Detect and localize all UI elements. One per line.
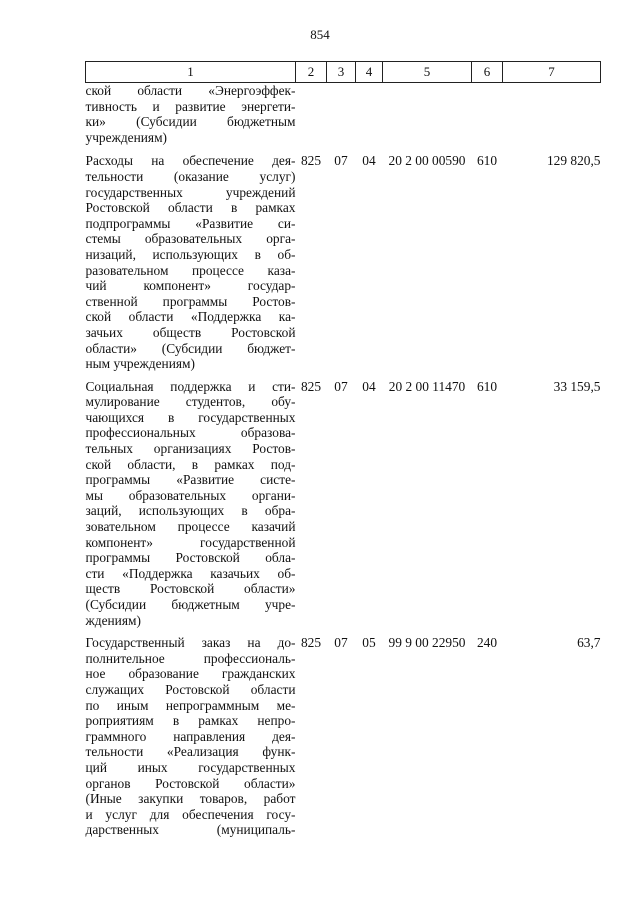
column-header-6: 6 <box>472 62 503 83</box>
description-line: чающихся в государственных <box>85 409 296 425</box>
expense-type-code: 610 <box>476 153 498 169</box>
description-line: ным учреждениям) <box>85 356 195 372</box>
target-article-code <box>383 83 472 154</box>
description-line: компонент» государственной <box>85 534 296 550</box>
section-code: 07 <box>334 153 348 169</box>
table-row <box>86 379 601 636</box>
description-line: тельных организациях Ростов- <box>85 441 296 457</box>
description-line: ской области, в рамках под- <box>85 456 296 472</box>
column-header-7: 7 <box>503 62 601 83</box>
description-line: роприятиям в рамках непро- <box>85 713 296 729</box>
description-line: зовательном процессе казачий <box>85 519 296 535</box>
description-line: ществ Ростовской области» <box>85 581 296 597</box>
column-header-1: 1 <box>86 62 296 83</box>
description-line: и услуг для обеспечения госу- <box>85 806 296 822</box>
description-line: ки» (Субсидии бюджетным <box>85 114 296 130</box>
description-line: стемы образовательных орга- <box>85 231 296 247</box>
description-line: Государственный заказ на до- <box>85 635 296 651</box>
description-line: низаций, использующих в об- <box>85 246 296 262</box>
description-line: чий компонент» государ- <box>85 278 296 294</box>
subsection-code: 04 <box>362 378 376 394</box>
description-line: подпрограммы «Развитие си- <box>85 215 296 231</box>
description-line: заций, использующих в обра- <box>85 503 296 519</box>
amount: 63,7 <box>577 635 601 651</box>
description-line: (Иные закупки товаров, работ <box>85 791 296 807</box>
budget-table <box>85 61 601 838</box>
table-row <box>86 153 601 378</box>
expense-type-code: 610 <box>476 378 498 394</box>
column-header-3: 3 <box>327 62 356 83</box>
description-line: учреждениям) <box>85 129 168 145</box>
header-row <box>86 62 601 83</box>
target-article-code: 99 9 00 22950 <box>388 635 466 651</box>
table-row <box>86 83 601 154</box>
admin-code <box>296 83 327 154</box>
description-line: разовательном процессе каза- <box>85 262 296 278</box>
description-line: ственной программы Ростов- <box>85 293 296 309</box>
target-article-code: 20 2 00 00590 <box>388 153 466 169</box>
admin-code: 825 <box>300 378 322 394</box>
description-line: зачьих обществ Ростовской <box>85 324 296 340</box>
expense-type-code: 240 <box>476 635 498 651</box>
description-line: ное образование гражданских <box>85 666 296 682</box>
description-line: профессиональных образова- <box>85 425 296 441</box>
column-header-2: 2 <box>296 62 327 83</box>
description-line: (Субсидии бюджетным учре- <box>85 597 296 612</box>
description-line: области» (Субсидии бюджет- <box>85 340 296 356</box>
description-line: Расходы на обеспечение дея- <box>85 153 296 169</box>
description-line: органов Ростовской области» <box>85 775 296 791</box>
section-code <box>327 83 356 154</box>
description-line: ской области «Энергоэффек- <box>85 83 296 98</box>
target-article-code: 20 2 00 11470 <box>388 378 466 394</box>
description-line: программы «Развитие систе- <box>85 472 296 488</box>
description-line: тельности «Реализация функ- <box>85 744 296 760</box>
amount: 129 820,5 <box>546 153 601 169</box>
amount: 33 159,5 <box>553 378 601 394</box>
admin-code: 825 <box>300 635 322 651</box>
amount <box>503 83 601 154</box>
description-line: государственных учреждений <box>85 184 296 200</box>
description-line: полнительное профессиональ- <box>85 650 296 666</box>
expense-type-code <box>472 83 503 154</box>
description-line: Социальная поддержка и сти- <box>85 378 296 394</box>
description-line: служащих Ростовской области <box>85 681 296 697</box>
description-line: ждениям) <box>85 612 141 628</box>
description-line: мулирование студентов, обу- <box>85 394 296 410</box>
row-description <box>86 83 296 154</box>
column-header-4: 4 <box>356 62 383 83</box>
description-line: дарственных (муниципаль- <box>85 822 296 838</box>
row-description <box>86 379 296 636</box>
description-line: мы образовательных органи- <box>85 487 296 503</box>
description-line: сти «Поддержка казачьих об- <box>85 565 296 581</box>
subsection-code: 04 <box>362 153 376 169</box>
page-number: 854 <box>310 27 330 42</box>
description-line: тивность и развитие энергети- <box>85 98 296 114</box>
description-line: ций иных государственных <box>85 759 296 775</box>
column-header-5: 5 <box>383 62 472 83</box>
section-code: 07 <box>334 378 348 394</box>
description-line: тельности (оказание услуг) <box>85 168 296 184</box>
admin-code: 825 <box>300 153 322 169</box>
description-line: по иным непрограммным ме- <box>85 697 296 713</box>
subsection-code <box>356 83 383 154</box>
row-description <box>86 153 296 378</box>
section-code: 07 <box>334 635 348 651</box>
description-line: Ростовской области в рамках <box>85 200 296 216</box>
description-line: ской области «Поддержка ка- <box>85 309 296 325</box>
row-description <box>86 635 296 838</box>
description-line: граммного направления дея- <box>85 728 296 744</box>
description-line: программы Ростовской обла- <box>85 550 296 566</box>
table-row <box>86 635 601 838</box>
subsection-code: 05 <box>362 635 376 651</box>
